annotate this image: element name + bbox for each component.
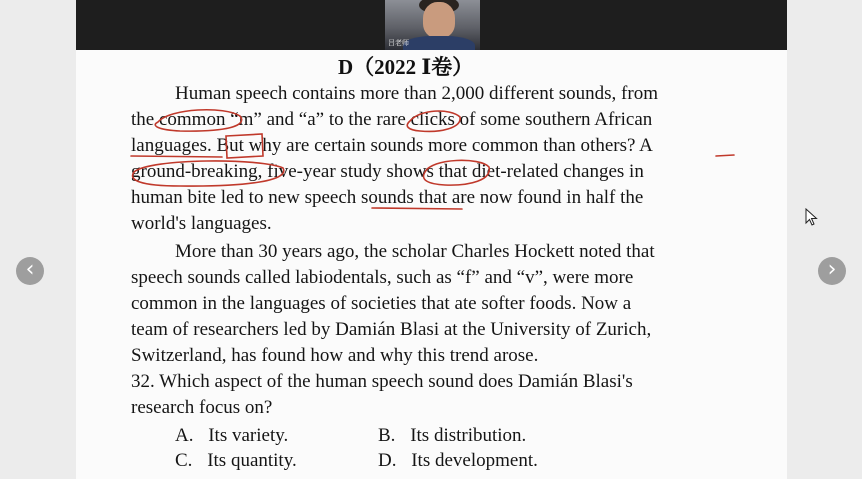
option-b <box>378 424 526 448</box>
webcam-person-face <box>423 2 455 38</box>
option-letter: A. <box>175 425 194 446</box>
text-line: team of researchers led by Damián Blasi at the University of Zurich, <box>131 319 652 340</box>
text-line: common in the languages of societies that ate softer foods. Now a <box>131 293 632 314</box>
option-d <box>378 449 538 473</box>
option-letter: D. <box>378 450 397 471</box>
text-line: More than 30 years ago, the scholar Charles Hockett noted that <box>175 241 655 262</box>
question-line: research focus on? <box>131 397 273 418</box>
option-text: Its quantity. <box>207 450 297 471</box>
passage-heading: D（2022 Ⅰ卷） <box>338 55 474 79</box>
option-text: Its development. <box>411 450 538 471</box>
question-line: 32. Which aspect of the human speech sound does Damián Blasi's <box>131 371 633 392</box>
text-line: the common “m” and “a” to the rare clicks of some southern African <box>131 109 653 130</box>
webcam-name-tag: 吕老师 <box>388 39 409 47</box>
mouse-cursor-icon <box>805 208 819 226</box>
option-letter: B. <box>378 425 396 446</box>
option-letter: C. <box>175 450 193 471</box>
text-line: speech sounds called labiodentals, such as “f” and “v”, were more <box>131 267 634 288</box>
webcam-person-body <box>403 36 475 50</box>
text-line: Human speech contains more than 2,000 different sounds, from <box>175 83 658 104</box>
next-page-button[interactable]: › <box>818 257 846 285</box>
option-c <box>175 449 297 473</box>
text-line: human bite led to new speech sounds that are now found in half the <box>131 187 644 208</box>
text-line: Switzerland, has found how and why this trend arose. <box>131 345 539 366</box>
prev-page-button[interactable]: ‹ <box>16 257 44 285</box>
webcam-feed[interactable] <box>385 0 480 50</box>
option-text: Its variety. <box>208 425 289 446</box>
text-line: languages. But why are certain sounds more common than others? A <box>131 135 653 156</box>
option-text: Its distribution. <box>410 425 527 446</box>
option-a <box>175 424 288 448</box>
text-line: ground-breaking, five-year study shows that diet-related changes in <box>131 161 644 182</box>
text-line: world's languages. <box>131 213 272 234</box>
